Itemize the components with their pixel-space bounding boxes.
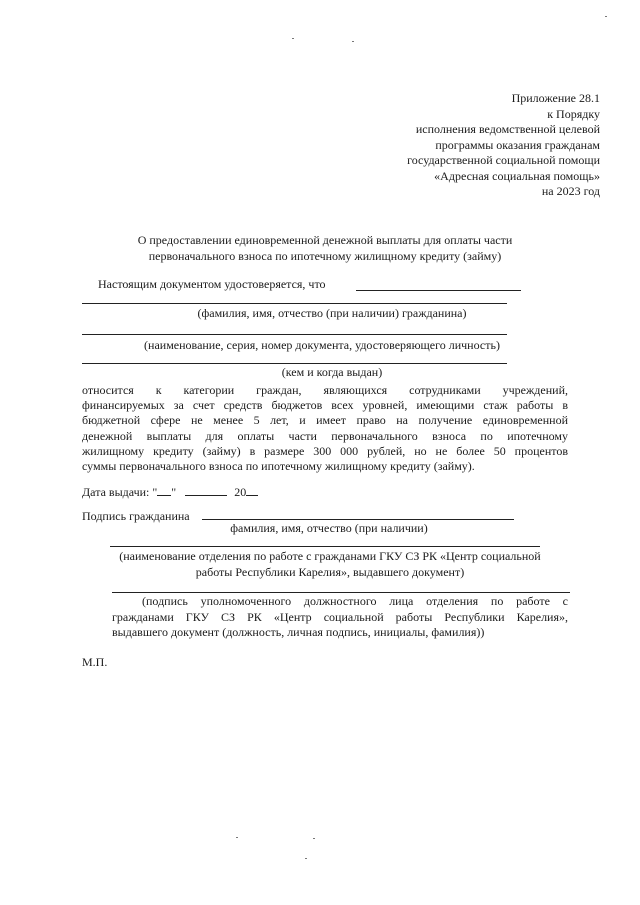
document-title (110, 233, 540, 265)
caption-department-2: работы Республики Карелия», выдавшего документ) (195, 565, 465, 579)
quote-close: " (171, 485, 177, 499)
title-line-2: первоначального взноса по ипотечному жилищному кредиту (займу) (148, 249, 502, 263)
paragraph-line: жилищному кредиту (займу) в размере 300 000 рублей, но не более 50 процентов (82, 443, 568, 458)
caption-department-1: (наименование отделения по работе с гражданами ГКУ СЗ РК «Центр социальной (119, 549, 541, 563)
paragraph-line: бюджетной сфере не менее 5 лет, и имеет право на получение единовременной (82, 413, 568, 428)
identity-document-field[interactable] (82, 334, 507, 335)
issue-year-field[interactable] (246, 484, 258, 496)
appendix-line: на 2023 год (541, 184, 600, 198)
appendix-line: исполнения ведомственной целевой (415, 122, 600, 136)
appendix-line: государственной социальной помощи (407, 153, 600, 167)
eligibility-paragraph (82, 383, 568, 474)
paragraph-line: денежной выплаты для оплаты части первоначального взноса по ипотечному (82, 428, 568, 443)
caption-full-name: (фамилия, имя, отчество (при наличии) гражданина) (197, 306, 467, 320)
appendix-line: программы оказания гражданам (435, 137, 600, 152)
official-caption-line: гражданами ГКУ СЗ РК «Центр социальной работы Республики Карелия», (112, 609, 568, 624)
appendix-header (360, 91, 600, 200)
appendix-line: к Порядку (547, 106, 600, 121)
title-line-1: О предоставлении единовременной денежной выплаты для оплаты части (137, 233, 513, 247)
signature-label: Подпись гражданина (82, 509, 190, 523)
stamp-place-label: М.П. (82, 655, 108, 669)
issue-date-label: Дата выдачи: (82, 485, 150, 499)
official-signature-caption (112, 594, 568, 641)
signature-field[interactable] (202, 519, 514, 520)
issue-month-field[interactable] (185, 484, 227, 496)
official-caption-line: выдавшего документ (должность, личная подпись, инициалы, фамилия)) (112, 625, 485, 639)
issue-year-prefix: 20 (234, 485, 247, 499)
caption-identity-document: (наименование, серия, номер документа, удостоверяющего личность) (144, 338, 500, 352)
scan-speck (236, 837, 238, 838)
scan-speck (605, 16, 607, 17)
certify-intro: Настоящим документом удостоверяется, что (98, 277, 326, 291)
recipient-name-field[interactable] (356, 290, 521, 291)
quote-open: " (152, 485, 158, 499)
issue-day-field[interactable] (157, 484, 171, 496)
caption-signature-fio: фамилия, имя, отчество (при наличии) (230, 521, 428, 535)
scan-speck (313, 838, 315, 839)
appendix-line: «Адресная социальная помощь» (434, 168, 600, 183)
paragraph-line: суммы первоначального взноса по ипотечному жилищному кредиту (займу). (82, 458, 475, 473)
appendix-line: Приложение 28.1 (511, 91, 600, 105)
scan-speck (305, 858, 307, 859)
scan-speck (292, 38, 294, 39)
scan-speck (352, 41, 354, 42)
issuer-field[interactable] (82, 363, 507, 364)
recipient-name-field-line-2[interactable] (82, 303, 507, 304)
paragraph-line: финансируемых за счет средств бюджетов всех уровней, имеющими стаж работы в (82, 398, 568, 413)
department-field[interactable] (110, 546, 540, 547)
caption-issuer: (кем и когда выдан) (281, 365, 383, 379)
paragraph-line: относится к категории граждан, являющихся сотрудниками учреждений, (82, 383, 568, 397)
official-caption-line: (подпись уполномоченного должностного лица отделения по работе с (142, 594, 568, 608)
issue-date-row (82, 484, 258, 500)
official-signature-field[interactable] (112, 592, 570, 593)
